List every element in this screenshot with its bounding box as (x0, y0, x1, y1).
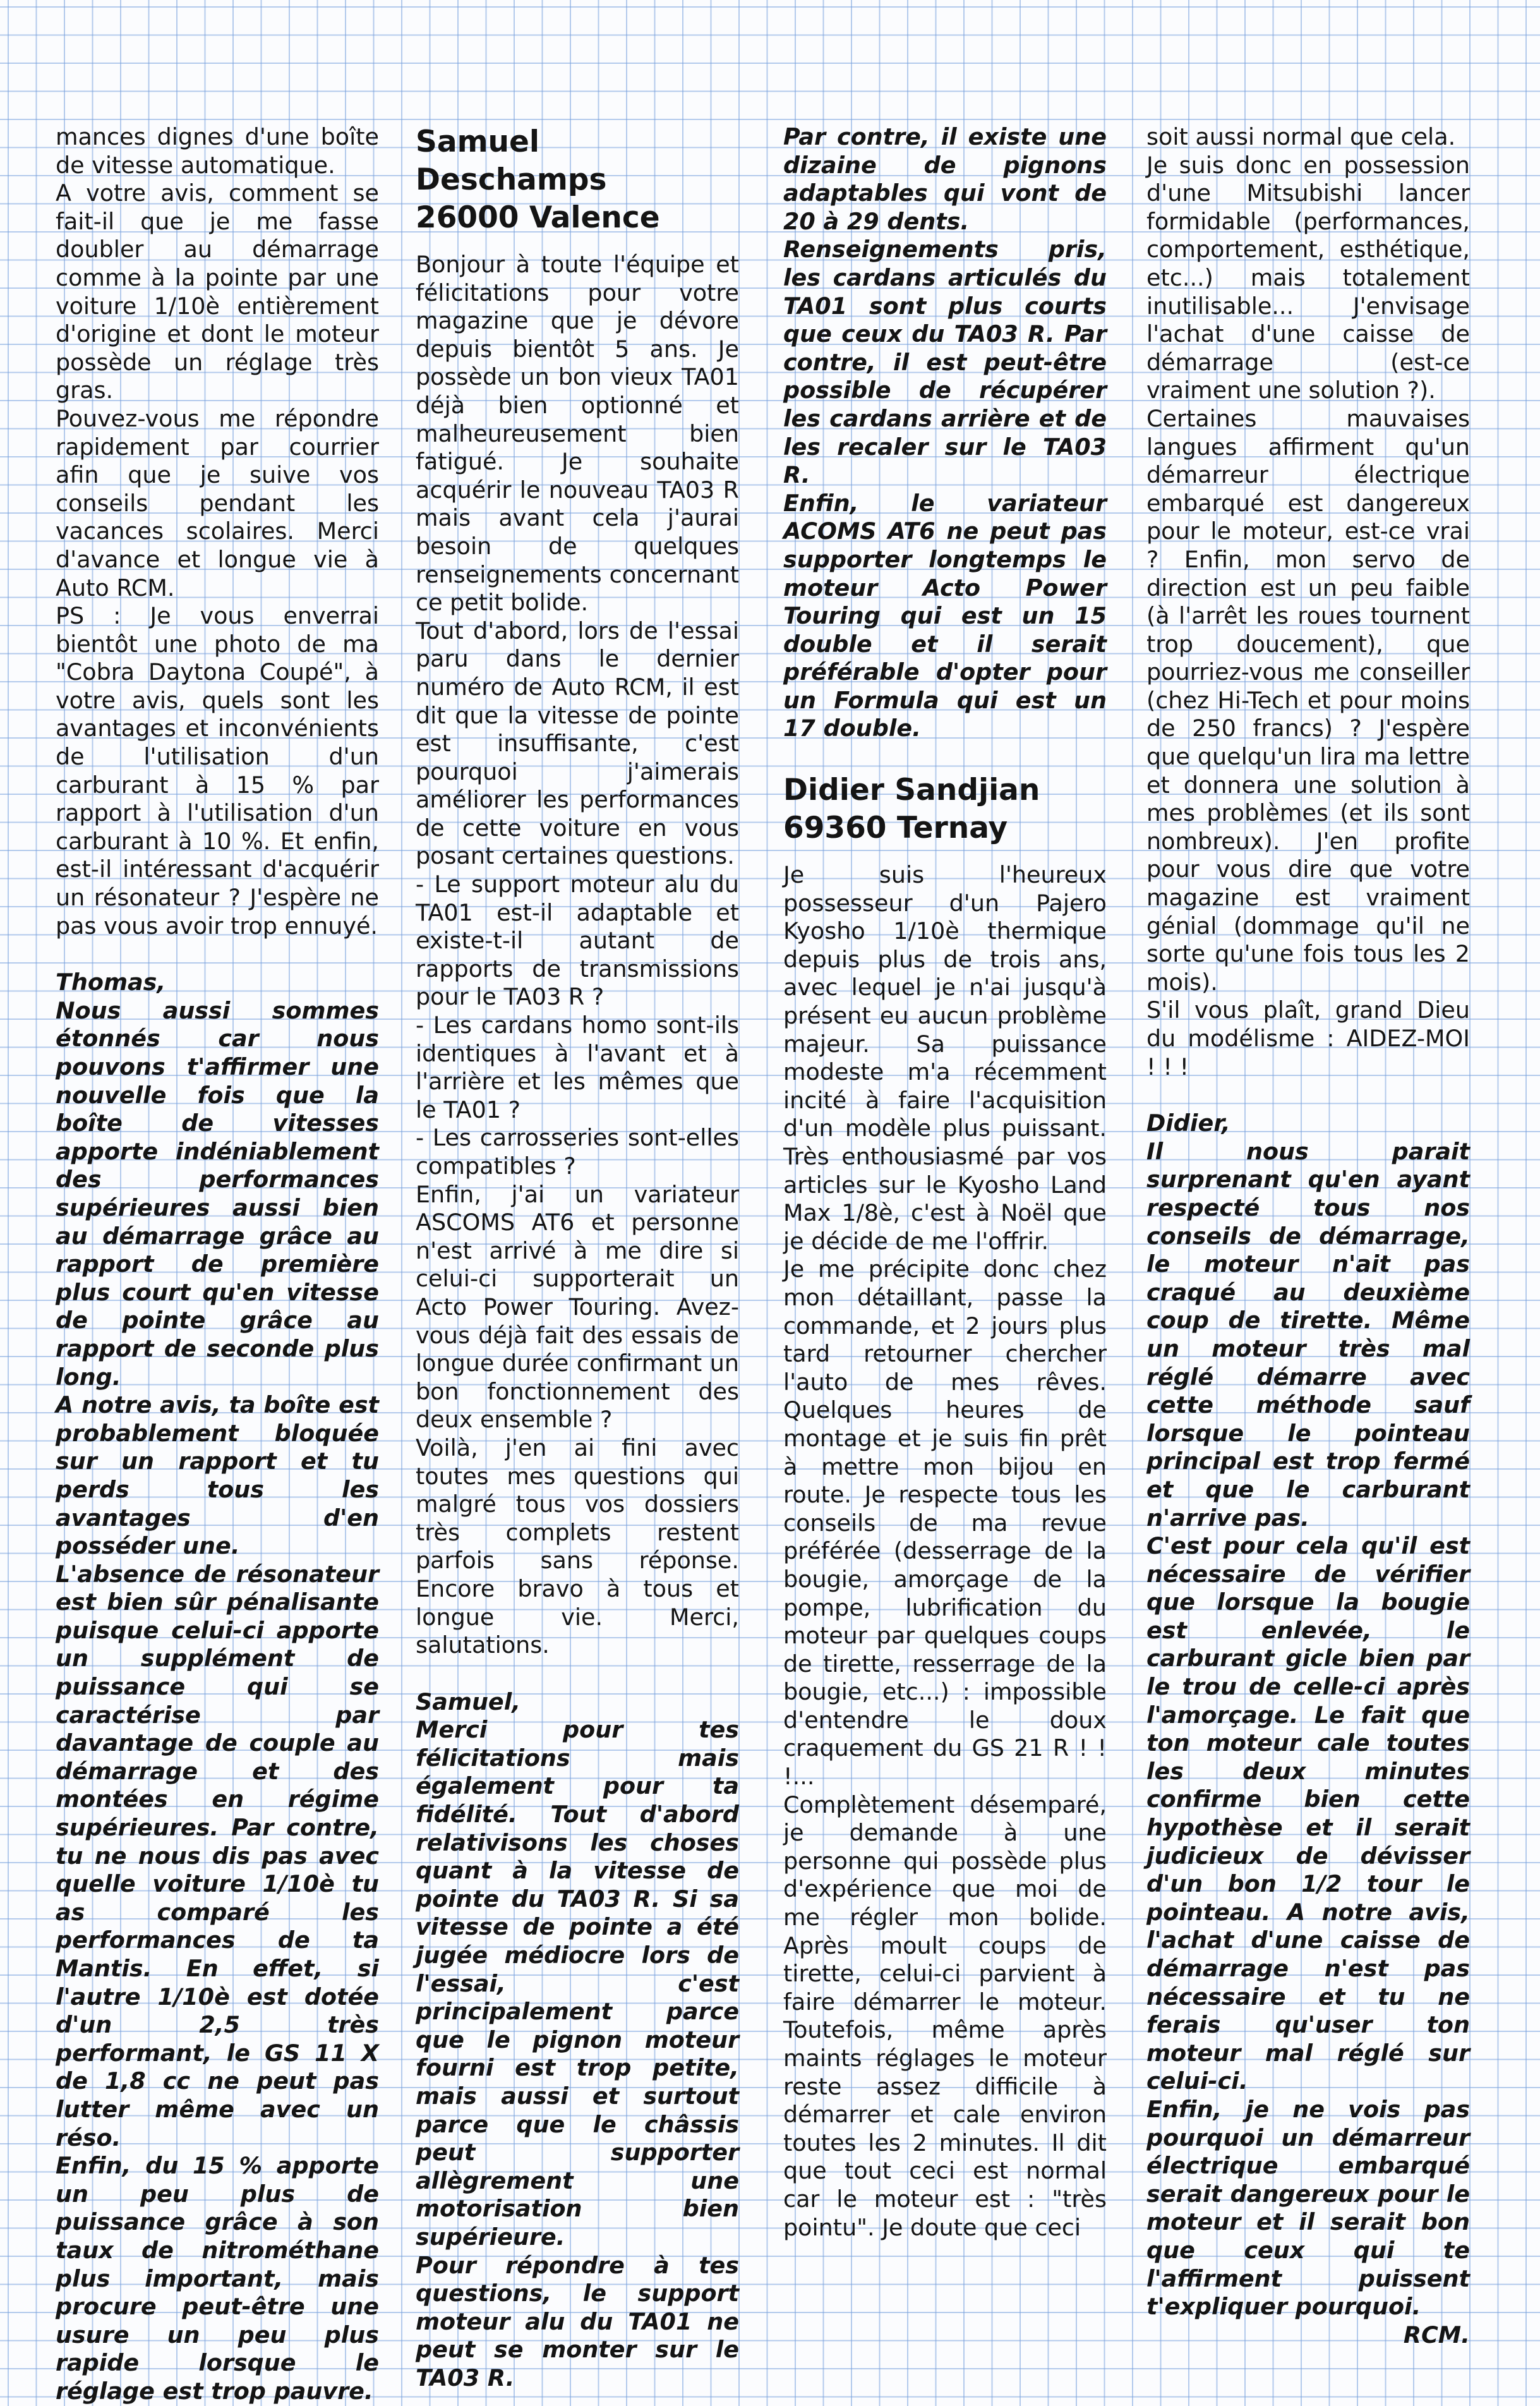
letter-didier: Je suis l'heureux possesseur d'un Pajero Kyosho 1/10è thermique depuis plus de trois ans, avec lequel je n'ai jusqu'à présent eu aucun problème majeur. Sa puissance modeste m'a récemment incité à faire l'acquisition d'un modèle plus puissant. Très enthousiasmé par vos articles sur le Kyosho Land Max 1/8è, c'est à Noël que je décide de me l'offrir. Je me précipite donc chez mon détaillant, passe la commande, et 2 jours plus tard retourner chercher l'auto de mes rêves. Quelques heures de montage et je suis fin prêt à mettre mon bijou en route. Je respecte tous les conseils de ma revue préférée (desserrage de la bougie, amorçage de la pompe, lubrification du moteur par quelques coups de tirette, resserrage de la bougie, etc...) : impossible d'entendre le doux craquement du GS 21 R ! ! !... Complètement désemparé, je demande à une personne qui possède plus d'expérience que moi de me régler mon bolide. Après moult coups de tirette, celui-ci parvient à faire démarrer le moteur. Toutefois, même après maints réglages le moteur reste assez difficile à démarrer et cale environ toutes les 2 minutes. Il dit que tout ceci est normal car le moteur est : "très pointu". Je doute que ceci (783, 861, 1107, 2241)
reply-to-samuel: Samuel, Merci pour tes félicitations mais également pour ta fidélité. Tout d'abord relativisons les choses quant à la vitesse de pointe du TA03 R. Si sa vitesse de pointe a été jugée médiocre lors de l'essai, c'est principalement parce que le pignon moteur fourni est trop petite, mais aussi et surtout parce que le châssis peut supporter allègrement une motorisation bien supérieure. Pour répondre à tes questions, le support moteur alu du TA01 ne peut se monter sur le TA03 R. (416, 1688, 739, 2391)
letter-thomas-continued: mances dignes d'une boîte de vitesse automatique. A votre avis, comment se fait-il que je me fasse doubler au démarrage comme à la pointe par une voiture 1/10è entièrement d'origine et dont le moteur possède un réglage très gras. Pouvez-vous me répondre rapidement par courrier afin que je suive vos conseils pendant les vacances scolaires. Merci d'avance et longue vie à Auto RCM. PS : Je vous enverrai bientôt une photo de ma "Cobra Daytona Coupé", à votre avis, quels sont les avantages et inconvénients de l'utilisation d'un carburant à 15 % par rapport à l'utilisation d'un carburant à 10 %. Et enfin, est-il intéressant d'acquérir un résonateur ? J'espère ne pas vous avoir trop ennuyé. (56, 123, 379, 940)
column-2 (416, 123, 739, 2391)
reply-to-thomas: Thomas, Nous aussi sommes étonnés car nous pouvons t'affirmer une nouvelle fois que la boîte de vitesses apporte indéniablement des performances supérieures aussi bien au démarrage grâce au rapport de première plus court qu'en vitesse de pointe grâce au rapport de seconde plus long. A notre avis, ta boîte est probablement bloquée sur un rapport et tu perds tous les avantages d'en posséder une. L'absence de résonateur est bien sûr pénalisante puisque celui-ci apporte un supplément de puissance qui se caractérise par davantage de couple au démarrage et des montées en régime supérieures. Par contre, tu ne nous dis pas avec quelle voiture 1/10è tu as comparé les performances de ta Mantis. En effet, si l'autre 1/10è est dotée d'un 2,5 très performant, le GS 11 X de 1,8 cc ne peut pas lutter même avec un réso. Enfin, du 15 % apporte un peu plus de puissance grâce à son taux de nitrométhane plus important, mais procure peut-être une usure un peu plus rapide lorsque le réglage est trop pauvre. (56, 969, 379, 2405)
column-1 (56, 123, 379, 2405)
reply-to-samuel-continued: Par contre, il existe une dizaine de pignons adaptables qui vont de 20 à 29 dents. Renseignements pris, les cardans articulés du TA01 sont plus courts que ceux du TA03 R. Par contre, il est peut-être possible de récupérer les cardans arrière et de les recaler sur le TA03 R. Enfin, le variateur ACOMS AT6 ne peut pas supporter longtemps le moteur Acto Power Touring qui est un 15 double et il serait préférable d'opter pour un Formula qui est un 17 double. (783, 123, 1107, 742)
column-4 (1146, 123, 1470, 2349)
column-3 (783, 123, 1107, 2241)
letter-heading-samuel: Samuel Deschamps 26000 Valence (416, 124, 660, 235)
signature-rcm: RCM. (1403, 2321, 1470, 2349)
letter-samuel: Bonjour à toute l'équipe et félicitations pour votre magazine que je dévore depuis bientôt 5 ans. Je possède un bon vieux TA01 déjà bien optionné et malheureusement bien fatigué. Je souhaite acquérir le nouveau TA03 R mais avant cela j'aurai besoin de quelques renseignements concernant ce petit bolide. Tout d'abord, lors de l'essai paru dans le dernier numéro de Auto RCM, il est dit que la vitesse de pointe est insuffisante, c'est pourquoi j'aimerais améliorer les performances de cette voiture en vous posant certaines questions. - Le support moteur alu du TA01 est-il adaptable et existe-t-il autant de rapports de transmissions pour le TA03 R ? - Les cardans homo sont-ils identiques à l'avant et à l'arrière et les mêmes que le TA01 ? - Les carrosseries sont-elles compatibles ? Enfin, j'ai un variateur ASCOMS AT6 et personne n'est arrivé à me dire si celui-ci supporterait un Acto Power Touring. Avez-vous déjà fait des essais de longue durée confirmant un bon fonctionnement des deux ensemble ? Voilà, j'en ai fini avec toutes mes questions qui malgré tous vos dossiers très complets restent parfois sans réponse. Encore bravo à tous et longue vie. Merci, salutations. (416, 251, 739, 1659)
letter-heading-didier: Didier Sandjian 69360 Ternay (783, 773, 1040, 846)
letter-didier-continued: soit aussi normal que cela. Je suis donc en possession d'une Mitsubishi lancer formidable (performances, comportement, esthétique, etc...) mais totalement inutilisable... J'envisage l'achat d'une caisse de démarrage (est-ce vraiment une solution ?). Certaines mauvaises langues affirment qu'un démarreur électrique embarqué est dangereux pour le moteur, est-ce vrai ? Enfin, mon servo de direction est un peu faible (à l'arrêt les roues tournent trop doucement), que pourriez-vous me conseiller (chez Hi-Tech et pour moins de 250 francs) ? J'espère que quelqu'un lira ma lettre et donnera une solution à mes problèmes (et ils sont nombreux). J'en profite pour vous dire que votre magazine est vraiment génial (dommage qu'il ne sorte qu'une fois tous les 2 mois). S'il vous plaît, grand Dieu du modélisme : AIDEZ-MOI ! ! ! (1146, 123, 1470, 1080)
reply-to-didier: Didier, Il nous parait surprenant qu'en ayant respecté tous nos conseils de démarrage, le moteur n'ait pas craqué au deuxième coup de tirette. Même un moteur très mal réglé démarre avec cette méthode sauf lorsque le pointeau principal est trop fermé et que le carburant n'arrive pas. C'est pour cela qu'il est nécessaire de vérifier que lorsque la bougie est enlevée, le carburant gicle bien par le trou de celle-ci après l'amorçage. Le fait que ton moteur cale toutes les deux minutes confirme bien cette hypothèse et il serait judicieux de dévisser d'un bon 1/2 tour le pointeau. A notre avis, l'achat d'une caisse de démarrage n'est pas nécessaire et tu ne ferais qu'user ton moteur mal réglé sur celui-ci. Enfin, je ne vois pas pourquoi un démarreur électrique embarqué serait dangereux pour le moteur et il serait bon que ceux qui te l'affirment puissent t'expliquer pourquoi. (1146, 1109, 1470, 2321)
